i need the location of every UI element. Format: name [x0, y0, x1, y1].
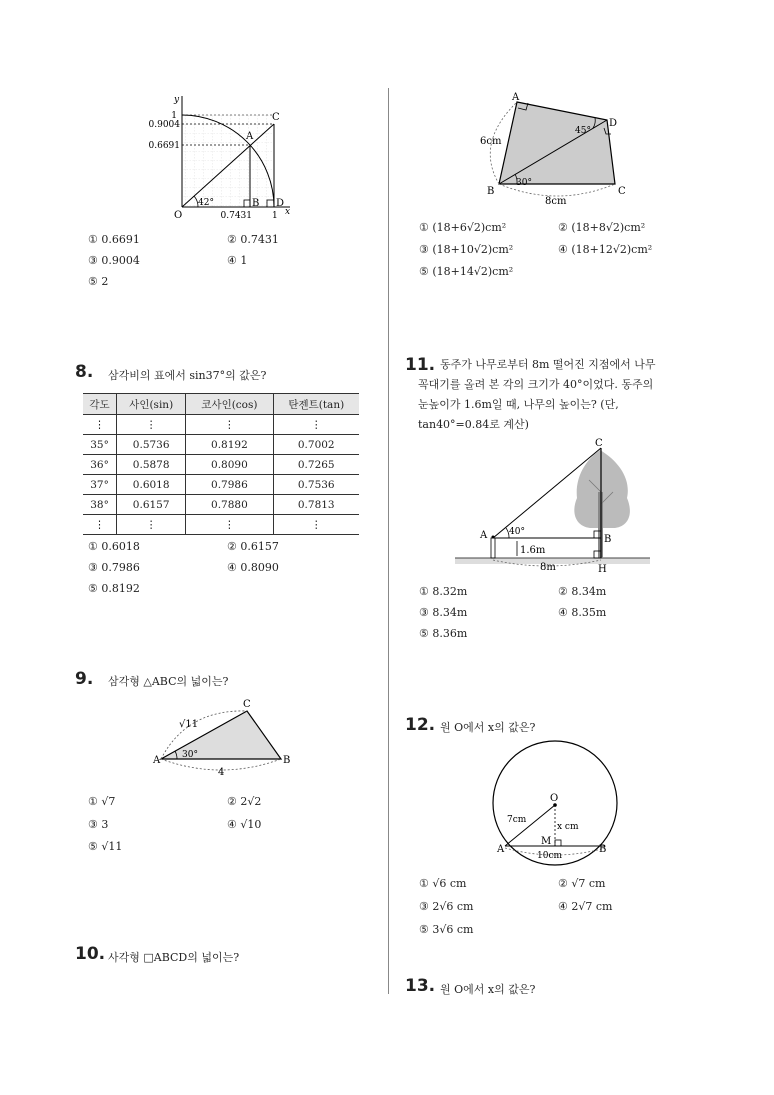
- table-cell: ⋮: [117, 515, 186, 535]
- q11-point-b: B: [604, 534, 612, 545]
- q11-option-4[interactable]: ④ 8.35m: [558, 606, 607, 619]
- q12-option-4[interactable]: ④ 2√7 cm: [558, 900, 613, 913]
- table-row: [83, 475, 359, 495]
- q12-circle-figure: [485, 738, 625, 868]
- table-cell: 0.7880: [186, 495, 273, 515]
- q9-point-a: A: [153, 755, 161, 766]
- q12-point-a: A: [497, 844, 505, 855]
- q11-eye-height: 1.6m: [520, 545, 546, 556]
- q12-point-o: O: [550, 793, 559, 804]
- q10-option-5[interactable]: ⑤ (18+14√2)cm²: [419, 265, 514, 278]
- q7-point-a: A: [246, 131, 254, 142]
- q11-point-c: C: [595, 438, 603, 449]
- q7-point-d: D: [276, 198, 285, 209]
- table-row: [83, 515, 359, 535]
- table-row: [83, 435, 359, 455]
- table-cell: 36°: [83, 455, 117, 475]
- column-divider: [388, 88, 389, 994]
- table-cell: 0.7986: [186, 475, 273, 495]
- table-cell: ⋮: [273, 515, 359, 535]
- q10-side-ab: 6cm: [480, 136, 502, 147]
- q9-triangle-figure: [145, 695, 300, 780]
- q7-y-axis-label: y: [174, 95, 180, 105]
- q12-option-3[interactable]: ③ 2√6 cm: [419, 900, 474, 913]
- q8-option-1[interactable]: ① 0.6018: [88, 540, 140, 553]
- q10-point-a: A: [512, 92, 520, 103]
- q7-option-2[interactable]: ② 0.7431: [227, 233, 279, 246]
- q10-option-3[interactable]: ③ (18+10√2)cm²: [419, 243, 514, 256]
- q10-quadrilateral-figure: [475, 88, 645, 208]
- table-header: 탄젠트(tan): [273, 394, 359, 415]
- q12-option-2[interactable]: ② √7 cm: [558, 877, 606, 890]
- q12-point-m: M: [541, 836, 552, 847]
- q9-number: 9.: [75, 669, 94, 689]
- q9-option-5[interactable]: ⑤ √11: [88, 840, 123, 853]
- q11-option-3[interactable]: ③ 8.34m: [419, 606, 468, 619]
- q10-number: 10.: [75, 944, 106, 964]
- q7-option-5[interactable]: ⑤ 2: [88, 275, 109, 288]
- table-cell: ⋮: [186, 415, 273, 435]
- q11-point-a: A: [480, 530, 488, 541]
- q9-side-ac: √11: [179, 719, 199, 730]
- q10-angle-d: 45°: [575, 126, 591, 136]
- q9-text: 삼각형 △ABC의 넓이는?: [108, 675, 229, 688]
- q11-text: [440, 355, 700, 375]
- q10-side-bc: 8cm: [545, 196, 567, 207]
- q7-option-3[interactable]: ③ 0.9004: [88, 254, 140, 267]
- q11-text-rest: [418, 375, 708, 435]
- q9-option-3[interactable]: ③ 3: [88, 818, 109, 831]
- q12-chord: 10cm: [537, 851, 563, 861]
- q7-tick-09004: 0.9004: [148, 120, 180, 130]
- table-header: 각도: [83, 394, 117, 415]
- q9-side-ab: 4: [218, 767, 225, 778]
- q8-text: 삼각비의 표에서 sin37°의 값은?: [108, 369, 267, 382]
- q11-option-1[interactable]: ① 8.32m: [419, 585, 468, 598]
- q10-option-4[interactable]: ④ (18+12√2)cm²: [558, 243, 653, 256]
- q11-angle: 40°: [509, 527, 525, 537]
- table-cell: ⋮: [117, 415, 186, 435]
- q8-option-5[interactable]: ⑤ 0.8192: [88, 582, 140, 595]
- q7-x-axis-label: x: [285, 207, 291, 217]
- table-header: 코사인(cos): [186, 394, 273, 415]
- q7-tick-x1: 1: [272, 211, 278, 221]
- q11-tree-figure: [455, 432, 655, 574]
- q12-option-1[interactable]: ① √6 cm: [419, 877, 467, 890]
- table-cell: 0.6157: [117, 495, 186, 515]
- table-cell: 0.8090: [186, 455, 273, 475]
- table-cell: 0.6018: [117, 475, 186, 495]
- q9-angle: 30°: [182, 750, 198, 760]
- q11-number: 11.: [405, 355, 436, 375]
- q8-option-3[interactable]: ③ 0.7986: [88, 561, 140, 574]
- q12-text: 원 O에서 x의 값은?: [440, 721, 536, 734]
- table-cell: 0.7002: [273, 435, 359, 455]
- table-row: [83, 415, 359, 435]
- q8-number: 8.: [75, 362, 94, 382]
- table-cell: 0.8192: [186, 435, 273, 455]
- q9-option-1[interactable]: ① √7: [88, 795, 116, 808]
- q10-point-d: D: [609, 118, 618, 129]
- table-cell: ⋮: [83, 515, 117, 535]
- table-row: [83, 455, 359, 475]
- q11-text-line: 동주가 나무로부터 8m 떨어진 지점에서 나무: [440, 358, 656, 371]
- q12-point-b: B: [599, 844, 607, 855]
- q10-point-b: B: [487, 186, 495, 197]
- q10-text: 사각형 □ABCD의 넓이는?: [108, 951, 240, 964]
- q7-option-4[interactable]: ④ 1: [227, 254, 248, 267]
- table-row: [83, 495, 359, 515]
- q13-number: 13.: [405, 976, 436, 996]
- q9-option-2[interactable]: ② 2√2: [227, 795, 262, 808]
- q10-angle-b: 30°: [516, 178, 532, 188]
- table-cell: ⋮: [273, 415, 359, 435]
- q7-angle-label: 42°: [198, 198, 214, 208]
- q11-option-5[interactable]: ⑤ 8.36m: [419, 627, 468, 640]
- q7-option-1[interactable]: ① 0.6691: [88, 233, 140, 246]
- table-cell: 35°: [83, 435, 117, 455]
- q10-option-1[interactable]: ① (18+6√2)cm²: [419, 221, 507, 234]
- q10-point-c: C: [618, 186, 626, 197]
- q11-option-2[interactable]: ② 8.34m: [558, 585, 607, 598]
- q12-option-5[interactable]: ⑤ 3√6 cm: [419, 923, 474, 936]
- q7-tick-1: 1: [171, 111, 177, 121]
- q11-text-line: tan40°=0.84로 계산): [418, 418, 529, 431]
- table-header-row: [83, 394, 359, 415]
- table-cell: ⋮: [186, 515, 273, 535]
- table-cell: 0.7536: [273, 475, 359, 495]
- q9-option-4[interactable]: ④ √10: [227, 818, 262, 831]
- q7-point-b: B: [252, 198, 260, 209]
- q12-x-label: x cm: [557, 822, 579, 832]
- q7-tick-06691: 0.6691: [148, 141, 180, 151]
- table-cell: 0.7813: [273, 495, 359, 515]
- q7-point-c: C: [272, 112, 280, 123]
- q11-distance: 8m: [540, 562, 556, 573]
- q13-text: 원 O에서 x의 값은?: [440, 983, 536, 996]
- table-cell: 0.5878: [117, 455, 186, 475]
- table-header: 사인(sin): [117, 394, 186, 415]
- q8-option-4[interactable]: ④ 0.8090: [227, 561, 279, 574]
- q11-text-line: 꼭대기를 올려 본 각의 크기가 40°이었다. 동주의: [418, 378, 654, 391]
- table-cell: 0.5736: [117, 435, 186, 455]
- table-cell: 37°: [83, 475, 117, 495]
- q8-trig-table: [83, 393, 359, 535]
- q11-point-h: H: [598, 564, 607, 574]
- q9-point-c: C: [243, 699, 251, 710]
- q7-tick-07431: 0.7431: [220, 211, 252, 221]
- q12-radius: 7cm: [507, 815, 527, 825]
- table-cell: ⋮: [83, 415, 117, 435]
- table-cell: 0.7265: [273, 455, 359, 475]
- q11-text-line: 눈높이가 1.6m일 때, 나무의 높이는? (단,: [418, 398, 619, 411]
- q9-point-b: B: [283, 755, 291, 766]
- q12-number: 12.: [405, 715, 436, 735]
- table-cell: 38°: [83, 495, 117, 515]
- q8-option-2[interactable]: ② 0.6157: [227, 540, 279, 553]
- q10-option-2[interactable]: ② (18+8√2)cm²: [558, 221, 646, 234]
- q7-origin-label: O: [174, 210, 183, 221]
- q7-unit-circle-figure: [140, 88, 310, 223]
